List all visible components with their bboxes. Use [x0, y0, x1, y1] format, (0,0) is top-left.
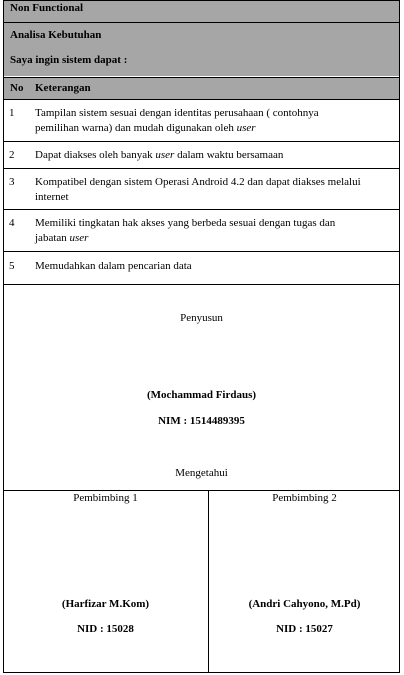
section-bar [3, 23, 400, 76]
section-divider [3, 490, 400, 491]
doc-title: Non Functional [10, 2, 84, 14]
row-no: 2 [9, 149, 15, 161]
col-desc-header: Keterangan [35, 82, 91, 94]
row-text: Dapat diakses oleh banyak user dalam waktu bersamaan [35, 149, 284, 161]
row-no: 5 [9, 260, 15, 272]
row-text: Tampilan sistem sesuai dengan identitas perusahaan ( contohnya pemilihan warna) dan mudah digunakan oleh user [35, 107, 319, 134]
author-name: (Mochammad Firdaus) [146, 389, 257, 401]
row-divider [3, 168, 400, 169]
row-no: 4 [9, 217, 15, 229]
row-text: Kompatibel dengan sistem Operasi Android 4.2 dan dapat diakses melalui internet [35, 176, 361, 203]
advisor1-label: Pembimbing 1 [73, 492, 138, 504]
intro-text: Saya ingin sistem dapat : [10, 54, 128, 66]
col-no-header: No [10, 82, 24, 94]
row-text: Memudahkan dalam pencarian data [35, 260, 192, 272]
row-divider [3, 141, 400, 142]
author-label: Penyusun [180, 312, 223, 324]
advisor1-id: NID : 15028 [77, 623, 134, 635]
author-id: NIM : 1514489395 [158, 415, 245, 427]
title-bar [3, 0, 400, 22]
document-frame [3, 0, 400, 673]
advisor2-name: (Andri Cahyono, M.Pd) [248, 598, 361, 610]
row-no: 3 [9, 176, 15, 188]
column-divider [208, 490, 209, 673]
advisor2-label: Pembimbing 2 [272, 492, 337, 504]
advisor2-id: NID : 15027 [276, 623, 333, 635]
row-divider [3, 251, 400, 252]
approval-label: Mengetahui [175, 467, 228, 479]
advisor1-name: (Harfizar M.Kom) [61, 598, 150, 610]
row-no: 1 [9, 107, 15, 119]
table-header-bar [3, 78, 400, 99]
divider [3, 99, 400, 100]
section-title: Analisa Kebutuhan [10, 29, 102, 41]
row-text: Memiliki tingkatan hak akses yang berbeda sesuai dengan tugas dan jabatan user [35, 217, 336, 244]
section-divider [3, 284, 400, 285]
row-divider [3, 209, 400, 210]
